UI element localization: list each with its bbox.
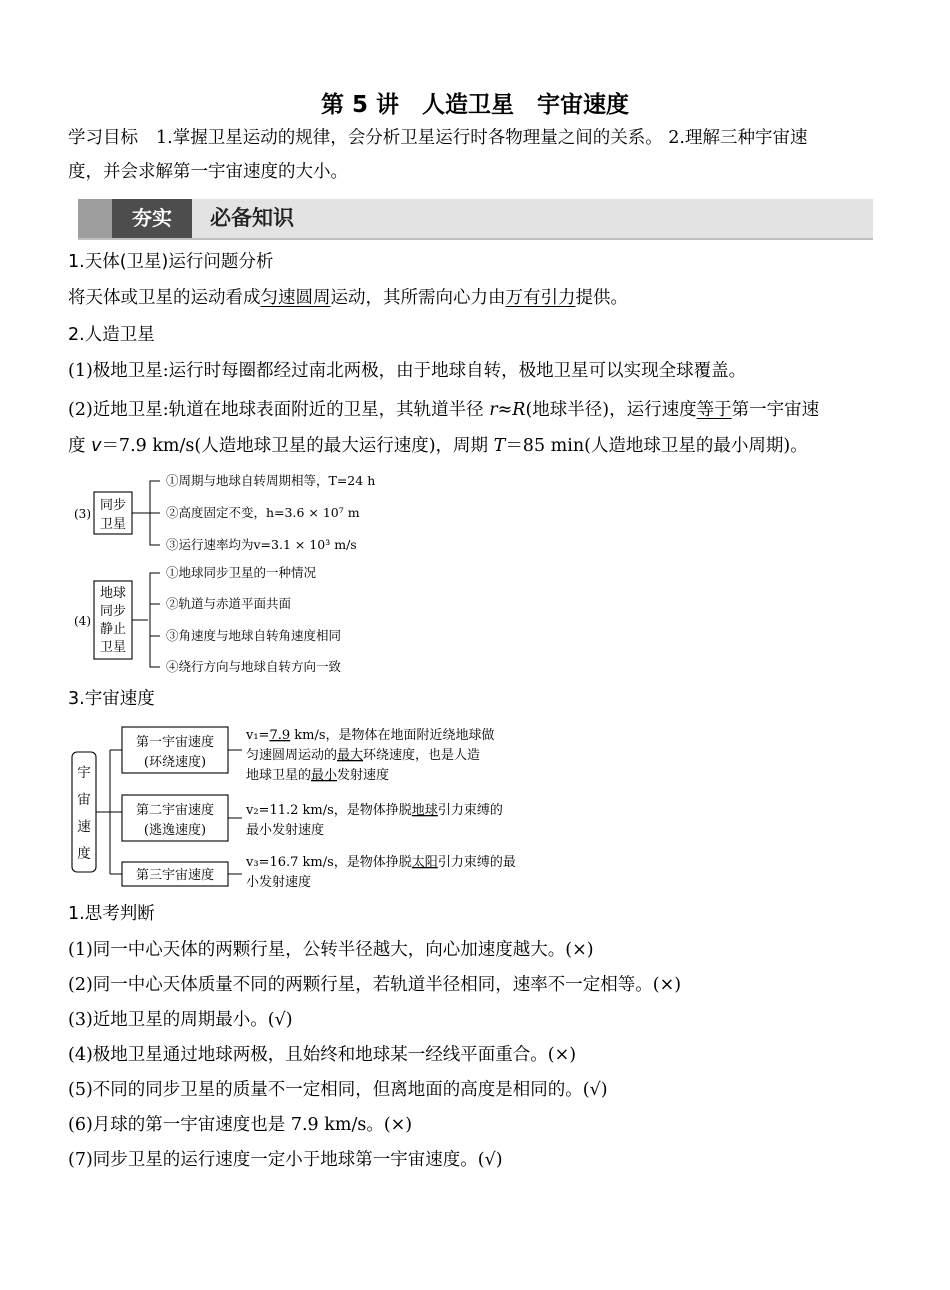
page-title: 第 5 讲 人造卫星 宇宙速度 bbox=[320, 92, 630, 118]
near-t: T bbox=[493, 436, 506, 456]
second-earth: 地球 bbox=[411, 803, 438, 818]
first-v1: v₁= bbox=[246, 728, 270, 743]
s1-text-a: 将天体或卫星的运动看成 bbox=[68, 288, 261, 308]
s1-underline-2: 万有引力 bbox=[505, 288, 576, 308]
tree4-box-line-1: 地球 bbox=[99, 586, 127, 601]
s1-text-c: 提供。 bbox=[575, 288, 628, 308]
first-desc-a: km/s，是物体在地面附近绕地球做 bbox=[290, 728, 495, 743]
s2-heading: 2.人造卫星 bbox=[68, 325, 155, 345]
first-value: 7.9 bbox=[269, 728, 291, 743]
third-desc-line-2: 小发射速度 bbox=[246, 875, 312, 890]
third-desc-b: 引力束缚的最 bbox=[437, 855, 516, 870]
cosmic-left-char-4: 度 bbox=[77, 846, 91, 862]
near-text-b: (地球半径)，运行速度 bbox=[525, 400, 697, 420]
tree4-box-line-3: 静止 bbox=[99, 622, 127, 637]
objectives-line-2: 度，并会求解第一宇宙速度的大小。 bbox=[68, 162, 348, 182]
s1-heading: 1.天体(卫星)运行问题分析 bbox=[68, 252, 274, 272]
cosmic-left-char-2: 宙 bbox=[77, 792, 91, 808]
first-desc-b: 匀速圆周运动的 bbox=[246, 748, 338, 763]
tree3-item-1: ①周期与地球自转周期相等，T=24 h bbox=[166, 473, 376, 488]
near-text-c: 第一宇宙速 bbox=[731, 400, 820, 420]
tree4-item-4: ④绕行方向与地球自转方向一致 bbox=[166, 659, 342, 674]
third-desc-a: v₃=16.7 km/s，是物体挣脱 bbox=[246, 855, 412, 870]
s1-underline-1: 匀速圆周 bbox=[260, 288, 331, 308]
cosmic-left-char-3: 速 bbox=[77, 819, 91, 835]
judge-item-7: (7)同步卫星的运行速度一定小于地球第一宇宙速度。(√) bbox=[68, 1150, 503, 1170]
tree4-item-3: ③角速度与地球自转角速度相同 bbox=[166, 628, 342, 643]
tree4-item-1: ①地球同步卫星的一种情况 bbox=[166, 565, 317, 580]
near-v: v bbox=[91, 436, 102, 456]
section-header-tab: 夯实 bbox=[112, 199, 192, 238]
third-sun: 太阳 bbox=[411, 855, 438, 870]
tree3-label: (3) bbox=[74, 507, 91, 521]
second-velocity-name: 第二宇宙速度 bbox=[135, 803, 215, 818]
near-text-a: (2)近地卫星:轨道在地球表面附近的卫星，其轨道半径 bbox=[68, 400, 490, 420]
judge-item-2: (2)同一中心天体质量不同的两颗行星，若轨道半径相同，速率不一定相等。(×) bbox=[68, 975, 682, 995]
second-desc-line-2: 最小发射速度 bbox=[246, 823, 325, 838]
first-desc-line-3 bbox=[246, 767, 389, 783]
judge-item-4: (4)极地卫星通过地球两极，且始终和地球某一经线平面重合。(×) bbox=[68, 1045, 577, 1065]
second-velocity-alias: (逃逸速度) bbox=[143, 823, 207, 838]
first-desc-line-1 bbox=[245, 727, 495, 743]
first-desc-e: 发射速度 bbox=[337, 768, 390, 783]
first-desc-d: 地球卫星的 bbox=[246, 768, 312, 783]
near-text-f: ＝85 min(人造地球卫星的最小周期)。 bbox=[505, 436, 808, 456]
tree4-label: (4) bbox=[74, 614, 91, 628]
objectives-label: 学习目标 bbox=[68, 128, 138, 148]
tree3-item-2: ②高度固定不变，h=3.6 × 10⁷ m bbox=[166, 505, 360, 520]
second-desc-line-1 bbox=[245, 802, 503, 818]
near-text-d: 度 bbox=[68, 436, 92, 456]
near-text-e: ＝7.9 km/s(人造地球卫星的最大运行速度)，周期 bbox=[101, 436, 494, 456]
s3-heading: 3.宇宙速度 bbox=[68, 689, 155, 709]
judge-heading: 1.思考判断 bbox=[68, 904, 155, 924]
tree3-box-line-2: 卫星 bbox=[99, 517, 127, 532]
first-desc-c: 环绕速度，也是人造 bbox=[363, 748, 481, 763]
second-desc-a: v₂=11.2 km/s，是物体挣脱 bbox=[246, 803, 412, 818]
first-min: 最小 bbox=[311, 768, 338, 783]
tree3-item-3: ③运行速率均为v=3.1 × 10³ m/s bbox=[166, 537, 357, 552]
section-header-title: 必备知识 bbox=[210, 206, 294, 230]
first-velocity-name: 第一宇宙速度 bbox=[135, 735, 215, 750]
cosmic-left-char-1: 宇 bbox=[77, 765, 91, 781]
judge-item-6: (6)月球的第一宇宙速度也是 7.9 km/s。(×) bbox=[68, 1115, 413, 1135]
second-desc-b: 引力束缚的 bbox=[437, 803, 503, 818]
first-velocity-alias: (环绕速度) bbox=[143, 755, 207, 770]
third-velocity-name: 第三宇宙速度 bbox=[135, 868, 215, 883]
tree4-item-2: ②轨道与赤道平面共面 bbox=[166, 596, 292, 611]
near-radius: r≈R bbox=[489, 400, 526, 420]
judge-item-3: (3)近地卫星的周期最小。(√) bbox=[68, 1010, 293, 1030]
first-max: 最大 bbox=[337, 748, 364, 763]
cosmic-bracket bbox=[96, 750, 122, 874]
tree4-bracket bbox=[150, 573, 160, 667]
tree3-box-line-1: 同步 bbox=[99, 498, 127, 513]
polar-satellite: (1)极地卫星:运行时每圈都经过南北两极，由于地球自转，极地卫星可以实现全球覆盖。 bbox=[68, 361, 747, 381]
objectives-text-1: 1.掌握卫星运动的规律，会分析卫星运行时各物理量之间的关系。 2.理解三种宇宙速 bbox=[156, 128, 808, 148]
near-underline: 等于 bbox=[696, 400, 732, 420]
third-desc-line-1 bbox=[245, 854, 516, 870]
first-desc-line-2 bbox=[246, 747, 480, 763]
tree4-box-line-2: 同步 bbox=[99, 604, 127, 619]
s1-text-b: 运动，其所需向心力由 bbox=[330, 288, 506, 308]
tree4-box-line-4: 卫星 bbox=[99, 640, 127, 655]
judge-item-1: (1)同一中心天体的两颗行星，公转半径越大，向心加速度越大。(×) bbox=[68, 940, 594, 960]
judge-item-5: (5)不同的同步卫星的质量不一定相同，但离地面的高度是相同的。(√) bbox=[68, 1080, 608, 1100]
